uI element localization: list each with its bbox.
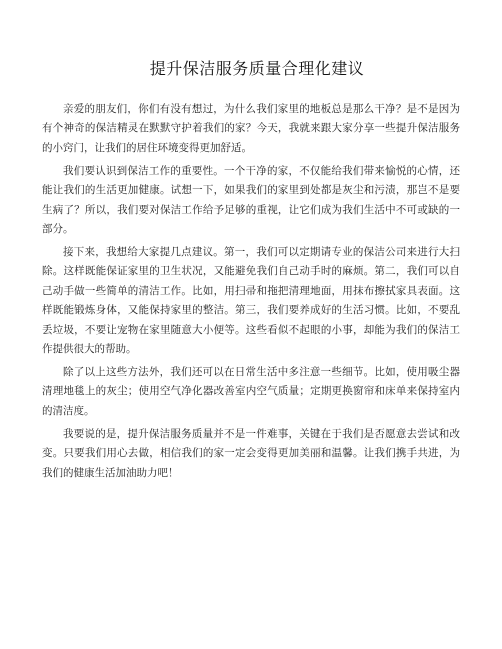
paragraph-importance: 我们要认识到保洁工作的重要性。一个干净的家，不仅能给我们带来愉悦的心情，还能让我们的生活更加健康。试想一下，如果我们的家里到处都是灰尘和污渍，那岂不是要生病了？所以，我们要对保洁工作给予足够的重视，让它们成为我们生活中不可或缺的一部分。 (42, 164, 460, 236)
paragraph-suggestions: 接下来，我想给大家提几点建议。第一，我们可以定期请专业的保洁公司来进行大扫除。这样既能保证家里的卫生状况，又能避免我们自己动手时的麻烦。第二，我们可以自己动手做一些简单的清洁工作。比如，用扫帚和拖把清理地面，用抹布擦拭家具表面。这样既能锻炼身体，又能保持家里的整洁。第三，我们要养成好的生活习惯。比如，不要乱丢垃圾，不要让宠物在家里随意大小便等。这些看似不起眼的小事，却能为我们的保洁工作提供很大的帮助。 (42, 246, 460, 356)
paragraph-details: 除了以上这些方法外，我们还可以在日常生活中多注意一些细节。比如，使用吸尘器清理地毯上的灰尘；使用空气净化器改善室内空气质量；定期更换窗帘和床单来保持室内的清洁度。 (42, 366, 460, 417)
document-title: 提升保洁服务质量合理化建议 (149, 59, 365, 78)
paragraph-conclusion: 我要说的是，提升保洁服务质量并不是一件难事，关键在于我们是否愿意去尝试和改变。只要我们用心去做，相信我们的家一定会变得更加美丽和温馨。让我们携手共进，为我们的健康生活加油助力吧！ (42, 427, 460, 479)
paragraph-intro: 亲爱的朋友们，你们有没有想过，为什么我们家里的地板总是那么干净？是不是因为有个神奇的保洁精灵在默默守护着我们的家？今天，我就来跟大家分享一些提升保洁服务的小窍门，让我们的居住环境变得更加舒适。 (42, 103, 460, 154)
